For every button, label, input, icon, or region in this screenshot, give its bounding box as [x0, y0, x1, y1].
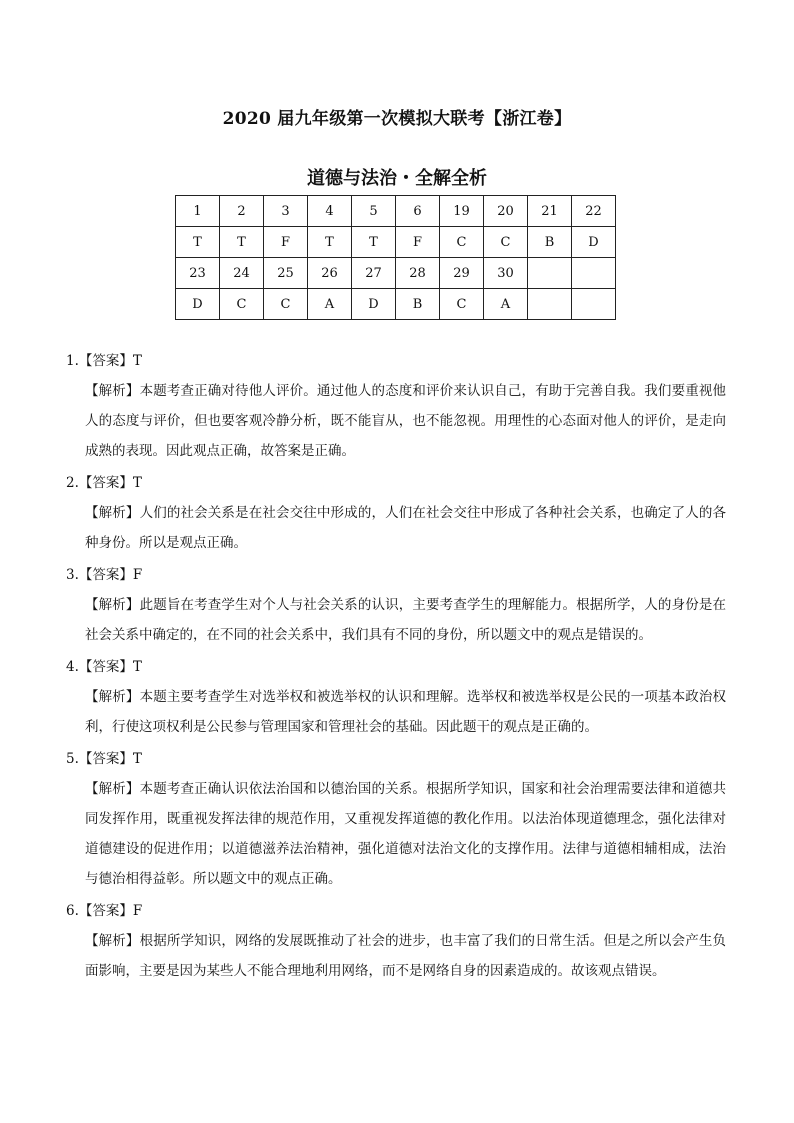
analysis-text: 【解析】人们的社会关系是在社会交往中形成的，人们在社会交往中形成了各种社会关系，也确定了人的各种身份。所以是观点正确。 — [85, 505, 726, 551]
answer-line: 4.【答案】T — [66, 659, 142, 675]
answer-table-cell: D — [572, 227, 616, 258]
answer-table-cell: 24 — [220, 258, 264, 289]
question-item — [66, 744, 726, 894]
analysis-text: 【解析】本题考查正确认识依法治国和以德治国的关系。根据所学知识，国家和社会治理需要法律和道德共同发挥作用，既重视发挥法律的规范作用，又重视发挥道德的教化作用。以法治体现道德理念，强化法律对道德建设的促进作用；以道德滋养法治精神，强化道德对法治文化的支撑作用。法律与道德相辅相成，法治与德治相得益彰。所以题文中的观点正确。 — [85, 781, 726, 887]
answer-table-cell: D — [176, 289, 220, 320]
answer-table-cell: C — [220, 289, 264, 320]
answer-table-cell: 2 — [220, 196, 264, 227]
analysis-text: 【解析】根据所学知识，网络的发展既推动了社会的进步，也丰富了我们的日常生活。但是之所以会产生负面影响，主要是因为某些人不能合理地利用网络，而不是网络自身的因素造成的。故该观点错误。 — [85, 933, 726, 979]
analysis-text: 【解析】本题主要考查学生对选举权和被选举权的认识和理解。选举权和被选举权是公民的一项基本政治权利，行使这项权利是公民参与管理国家和管理社会的基础。因此题干的观点是正确的。 — [85, 689, 726, 735]
analysis-list — [66, 346, 726, 988]
document-title: 2020 届九年级第一次模拟大联考【浙江卷】 — [222, 109, 572, 129]
answer-table-cell: T — [220, 227, 264, 258]
answer-table-row — [176, 258, 616, 289]
answer-table-cell: C — [440, 227, 484, 258]
answer-table-row — [176, 289, 616, 320]
answer-table-cell: A — [308, 289, 352, 320]
answer-table-cell: B — [396, 289, 440, 320]
answer-table-cell: T — [352, 227, 396, 258]
answer-table-cell: D — [352, 289, 396, 320]
answer-table-cell: 19 — [440, 196, 484, 227]
answer-table-cell — [528, 289, 572, 320]
answer-table-cell: 23 — [176, 258, 220, 289]
answer-line: 1.【答案】T — [66, 353, 142, 369]
answer-table-cell: T — [176, 227, 220, 258]
answer-table-cell: 21 — [528, 196, 572, 227]
answer-table-cell: 29 — [440, 258, 484, 289]
answer-table-cell: C — [264, 289, 308, 320]
answer-table-cell: 22 — [572, 196, 616, 227]
answer-table-cell — [528, 258, 572, 289]
answer-table-cell: 4 — [308, 196, 352, 227]
answer-table-cell — [572, 289, 616, 320]
answer-table-cell: 1 — [176, 196, 220, 227]
answer-table-cell: 25 — [264, 258, 308, 289]
answer-table-cell: A — [484, 289, 528, 320]
answer-table-cell: 28 — [396, 258, 440, 289]
answer-line: 3.【答案】F — [66, 567, 143, 583]
answer-table-cell: 3 — [264, 196, 308, 227]
question-item — [66, 896, 726, 986]
answer-table-cell: F — [396, 227, 440, 258]
question-item — [66, 560, 726, 650]
answer-table-cell: T — [308, 227, 352, 258]
answer-table-cell: 27 — [352, 258, 396, 289]
answer-table-row — [176, 196, 616, 227]
document-subtitle: 道德与法治・全解全析 — [307, 168, 487, 189]
answer-table-cell: 20 — [484, 196, 528, 227]
answer-table-cell: F — [264, 227, 308, 258]
answer-table-cell: 26 — [308, 258, 352, 289]
answer-table-cell: 5 — [352, 196, 396, 227]
answer-table-cell: B — [528, 227, 572, 258]
answer-table-row — [176, 227, 616, 258]
answer-line: 5.【答案】T — [66, 751, 142, 767]
answer-table-cell: 30 — [484, 258, 528, 289]
answer-line: 6.【答案】F — [66, 903, 143, 919]
analysis-text: 【解析】本题考查正确对待他人评价。通过他人的态度和评价来认识自己，有助于完善自我。我们要重视他人的态度与评价，但也要客观冷静分析，既不能盲从，也不能忽视。用理性的心态面对他人的评价，是走向成熟的表现。因此观点正确，故答案是正确。 — [85, 383, 726, 459]
answer-table — [175, 195, 616, 320]
answer-table-cell — [572, 258, 616, 289]
question-item — [66, 652, 726, 742]
answer-table-cell: C — [484, 227, 528, 258]
answer-table-cell: 6 — [396, 196, 440, 227]
analysis-text: 【解析】此题旨在考查学生对个人与社会关系的认识，主要考查学生的理解能力。根据所学，人的身份是在社会关系中确定的，在不同的社会关系中，我们具有不同的身份，所以题文中的观点是错误的。 — [85, 597, 726, 643]
answer-line: 2.【答案】T — [66, 475, 142, 491]
question-item — [66, 346, 726, 466]
question-item — [66, 468, 726, 558]
answer-table-cell: C — [440, 289, 484, 320]
